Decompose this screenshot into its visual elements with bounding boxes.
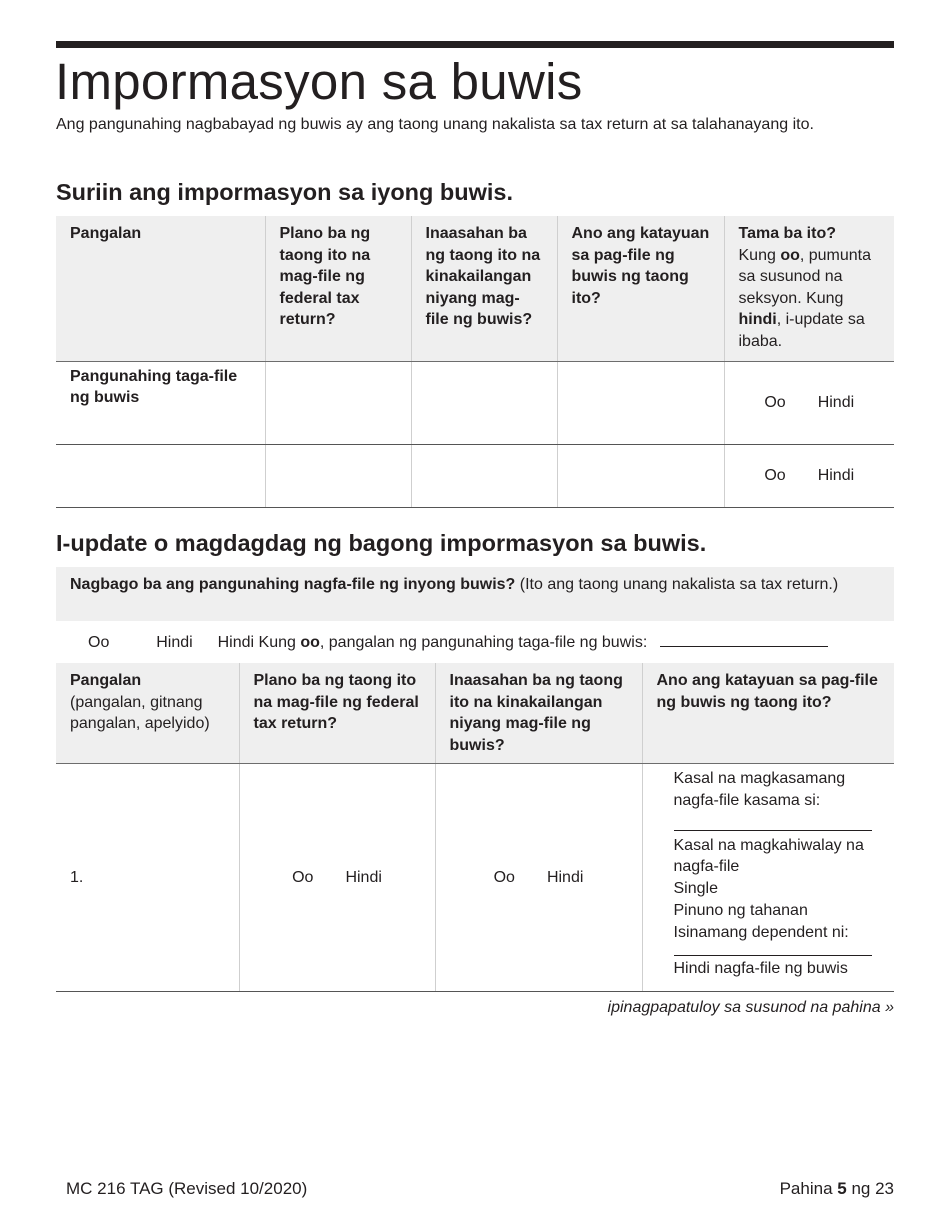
col-name: Pangalan (pangalan, gitnang pangalan, apelyido) [56,663,239,764]
status-single[interactable]: Single [673,880,718,898]
primary-filer-name-field[interactable] [660,632,828,647]
primary-correct-cell [724,361,894,444]
status-options-cell [642,764,894,992]
plan-no-option[interactable]: Hindi [345,869,382,887]
review-header-row [56,216,894,361]
col-name: Pangalan [56,216,265,361]
update-row-1 [56,764,894,992]
primary-filer-label: Pangunahing taga-file ng buwis [56,361,265,444]
review-row-primary [56,361,894,444]
row-number[interactable]: 1. [56,764,239,992]
top-rule [56,41,894,48]
extra-status-cell[interactable] [557,444,724,507]
expected-answer-cell [435,764,642,992]
review-table [56,216,894,508]
answer-yes-option[interactable]: Oo [88,634,110,651]
joint-spouse-field[interactable] [674,812,872,831]
filing-status-list [674,768,881,980]
answer-no-option[interactable]: Hindi [156,634,193,651]
intro-text: Ang pangunahing nagbabayad ng buwis ay ang taong unang nakalista sa tax return at sa talahanayang ito. [56,116,814,133]
no-option[interactable]: Hindi [817,466,855,484]
plan-yes-option[interactable]: Oo [292,869,314,887]
page-number: Pahina 5 ng 23 [779,1179,894,1198]
status-joint[interactable]: Kasal na magkasamang nagfa-file kasama si: [673,770,846,810]
yes-option[interactable]: Oo [764,393,786,411]
col-status: Ano ang katayuan sa pag-file ng buwis ng taong ito? [642,663,894,764]
col-correct: Tama ba ito? Kung oo, pumunta sa susunod na seksyon. Kung hindi, i-update sa ibaba. [724,216,894,361]
review-row-extra [56,444,894,507]
plan-answer-cell [239,764,435,992]
expected-yes-option[interactable]: Oo [493,869,515,887]
col-plan: Plano ba ng taong ito na mag-file ng federal tax return? [265,216,411,361]
filer-change-answer: Oo Hindi Hindi Kung oo, pangalan ng pangunahing taga-file ng buwis: [88,632,828,654]
filer-change-question: Nagbago ba ang pangunahing nagfa-file ng inyong buwis? (Ito ang taong unang nakalista sa tax return.) [56,567,894,621]
status-not-filing[interactable]: Hindi nagfa-file ng buwis [673,960,848,978]
col-expected: Inaasahan ba ng taong ito na kinakailangan niyang mag-file ng buwis? [411,216,557,361]
status-separate[interactable]: Kasal na magkahiwalay na nagfa-file [673,836,864,876]
update-table [56,663,894,992]
primary-plan-cell[interactable] [265,361,411,444]
review-heading: Suriin ang impormasyon sa iyong buwis. [56,179,514,205]
status-head[interactable]: Pinuno ng tahanan [673,901,808,919]
col-plan: Plano ba ng taong ito na mag-file ng federal tax return? [239,663,435,764]
update-heading: I-update o magdagdag ng bagong impormasyon sa buwis. [56,530,707,556]
continue-note: ipinagpapatuloy sa susunod na pahina » [607,999,894,1016]
yes-option[interactable]: Oo [764,466,786,484]
extra-plan-cell[interactable] [265,444,411,507]
form-number: MC 216 TAG (Revised 10/2020) [66,1179,308,1198]
col-expected: Inaasahan ba ng taong ito na kinakailangan niyang mag-file ng buwis? [435,663,642,764]
status-dependent[interactable]: Isinamang dependent ni: [673,923,849,941]
primary-status-cell[interactable] [557,361,724,444]
col-correct-title: Tama ba ito? [738,225,836,242]
primary-expected-cell[interactable] [411,361,557,444]
dependent-of-field[interactable] [674,943,872,956]
extra-correct-cell [724,444,894,507]
page-title: Impormasyon sa buwis [55,53,583,110]
extra-name-cell[interactable] [56,444,265,507]
update-header-row [56,663,894,764]
col-status: Ano ang katayuan sa pag-file ng buwis ng taong ito? [557,216,724,361]
extra-expected-cell[interactable] [411,444,557,507]
expected-no-option[interactable]: Hindi [546,869,584,887]
no-option[interactable]: Hindi [817,393,855,411]
